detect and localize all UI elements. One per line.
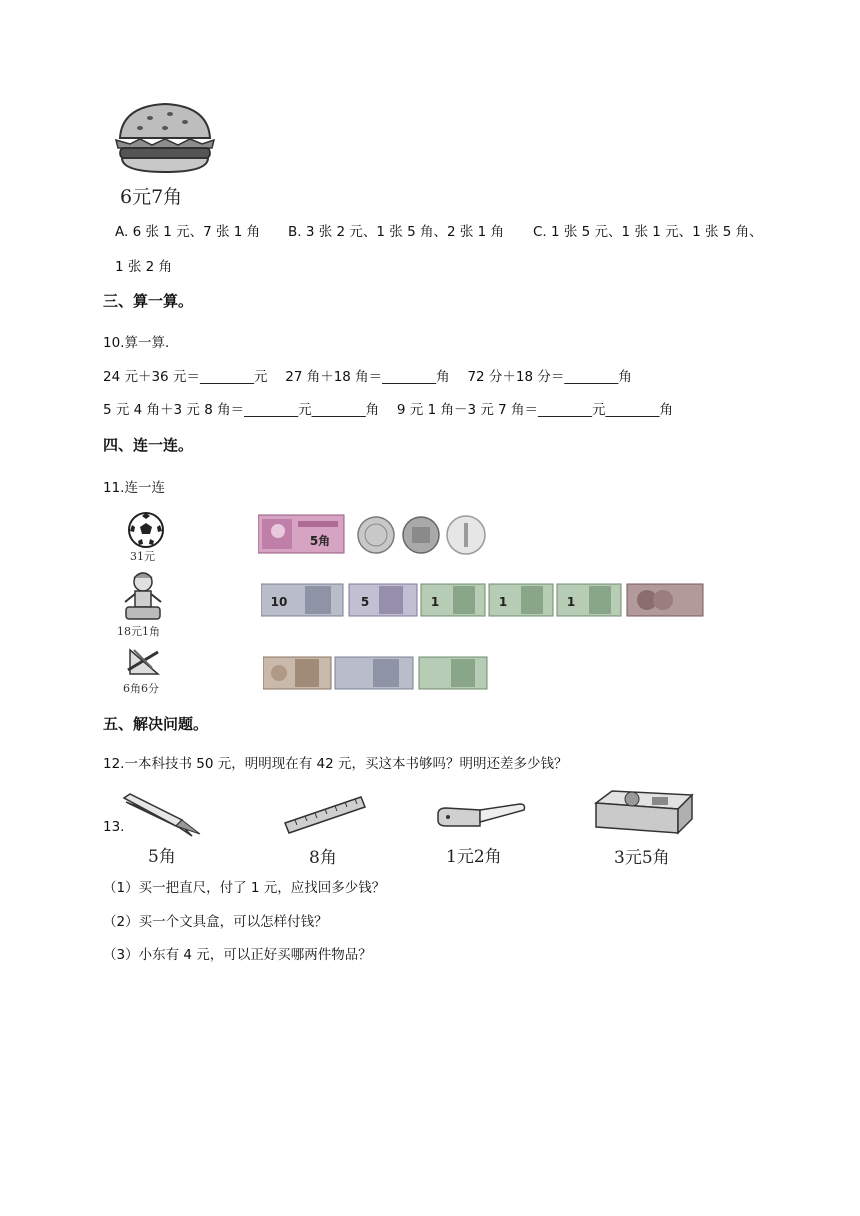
money-row-2	[261, 582, 706, 620]
section4-heading: 四、连一连。	[103, 436, 194, 454]
note-denomination: 1	[498, 595, 508, 609]
item-price: 3元5角	[614, 848, 670, 868]
ruler-icon	[283, 793, 367, 839]
note-denomination: 5角	[309, 534, 331, 548]
note-denomination: 1	[566, 595, 576, 609]
section3-heading: 三、算一算。	[103, 292, 194, 310]
q12-text: 12.一本科技书 50 元，明明现在有 42 元，买这本书够吗？明明还差多少钱？	[103, 756, 568, 772]
item-price: 1元2角	[446, 847, 502, 867]
pencil-item	[120, 792, 210, 867]
money-row-3-graphic	[263, 655, 489, 691]
q10-line1: 24 元＋36 元＝________元 27 角＋18 角＝________角 72 分＋18 分＝________角	[103, 369, 632, 385]
money-row-3	[263, 655, 489, 691]
q9-option-c-cont: 1 张 2 角	[115, 259, 173, 275]
q9-option-b: B. 3 张 2 元、1 张 5 角、2 张 1 角	[288, 224, 504, 240]
note-denomination: 5	[360, 595, 370, 609]
q13-sub-2: （2）买一个文具盒，可以怎样付钱？	[103, 914, 328, 930]
section5-heading: 五、解决问题。	[103, 715, 209, 733]
item-label: 6角6分	[123, 682, 159, 695]
soccer-ball-icon	[126, 510, 166, 550]
geometry-set-item	[114, 646, 174, 696]
item-label: 31元	[130, 550, 155, 563]
q13-number: 13.	[103, 819, 125, 835]
money-row-2-graphic	[261, 582, 706, 620]
pencil-icon	[120, 792, 206, 838]
knife-icon	[434, 798, 530, 834]
toy-doll-icon	[120, 570, 166, 622]
hamburger-icon	[110, 98, 220, 180]
knife-item	[434, 798, 534, 866]
ruler-item	[283, 793, 373, 868]
q11-title: 11.连一连	[103, 480, 165, 496]
q10-title: 10.算一算.	[103, 335, 170, 351]
item-price: 8角	[309, 848, 337, 868]
toy-doll-item	[112, 570, 172, 638]
q13-sub-3: （3）小东有 4 元，可以正好买哪两件物品？	[103, 947, 372, 963]
q9-option-a: A. 6 张 1 元、7 张 1 角	[115, 224, 261, 240]
pencil-case-item	[592, 787, 702, 867]
geometry-set-icon	[124, 646, 164, 678]
item-price: 5角	[148, 847, 176, 867]
q13-sub-1: （1）买一把直尺，付了 1 元，应找回多少钱？	[103, 880, 386, 896]
note-denomination: 10	[270, 595, 288, 609]
money-row-1-graphic	[258, 513, 518, 558]
money-row-1	[258, 513, 518, 558]
q9-option-c: C. 1 张 5 元、1 张 1 元、1 张 5 角、	[533, 224, 763, 240]
q10-line2: 5 元 4 角＋3 元 8 角＝________元________角 9 元 1 角－3 元 7 角＝________元________角	[103, 402, 673, 418]
item-label: 18元1角	[117, 625, 160, 638]
note-denomination: 1	[430, 595, 440, 609]
pencil-case-icon	[592, 787, 696, 839]
soccer-ball-item	[118, 510, 168, 562]
q9-price-label: 6元7角	[120, 186, 183, 208]
hamburger-image	[110, 98, 220, 180]
